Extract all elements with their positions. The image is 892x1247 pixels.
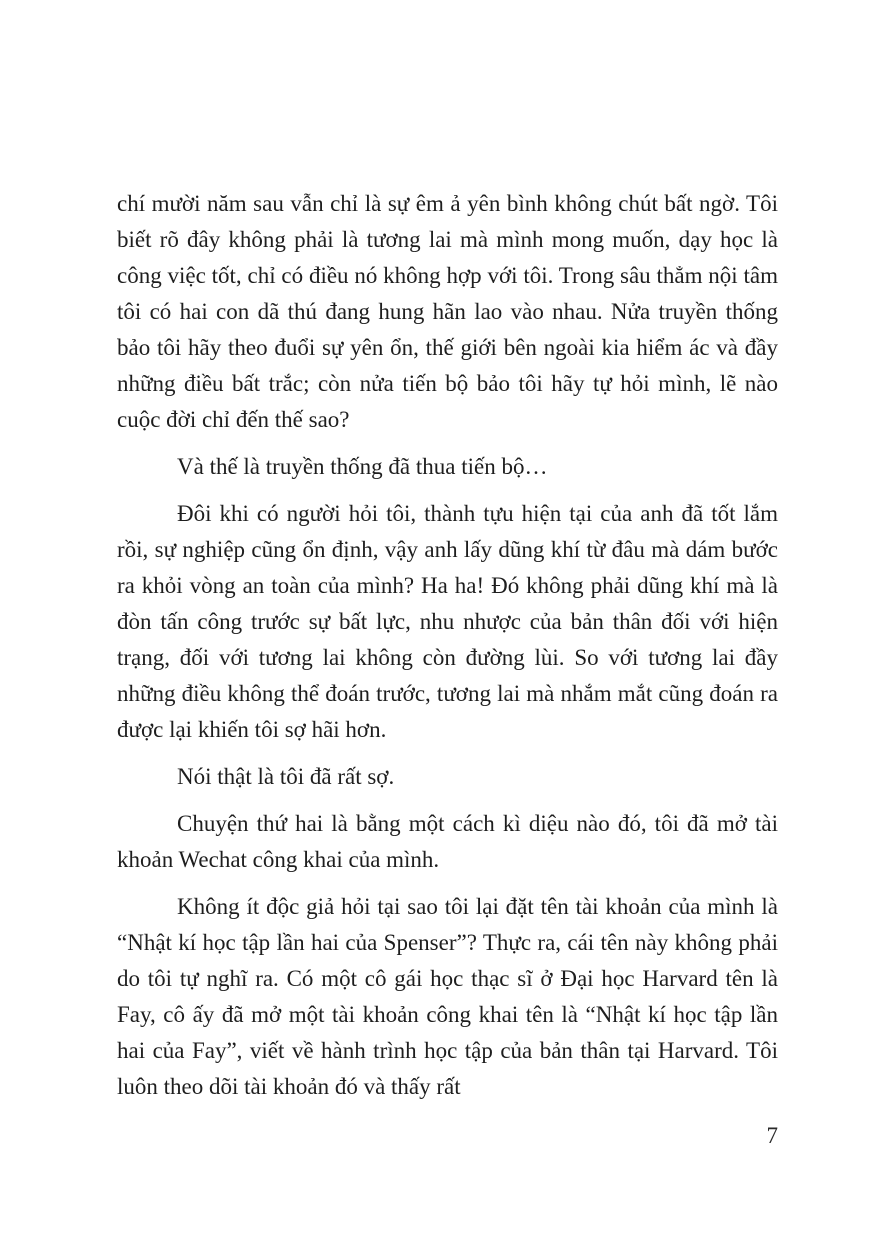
body-text bbox=[117, 186, 778, 1105]
page-number: 7 bbox=[766, 1123, 778, 1148]
paragraph: chí mười năm sau vẫn chỉ là sự êm ả yên bình không chút bất ngờ. Tôi biết rõ đây không phải là tương lai mà mình mong muốn, dạy học là công việc tốt, chỉ có điều nó không hợp với tôi. Trong sâu thẳm nội tâm tôi có hai con dã thú đang hung hãn lao vào nhau. Nửa truyền thống bảo tôi hãy theo đuổi sự yên ổn, thế giới bên ngoài kia hiểm ác và đầy những điều bất trắc; còn nửa tiến bộ bảo tôi hãy tự hỏi mình, lẽ nào cuộc đời chỉ đến thế sao? bbox=[117, 191, 778, 432]
paragraph: Không ít độc giả hỏi tại sao tôi lại đặt tên tài khoản của mình là “Nhật kí học tập lần hai của Spenser”? Thực ra, cái tên này không phải do tôi tự nghĩ ra. Có một cô gái học thạc sĩ ở Đại học Harvard tên là Fay, cô ấy đã mở một tài khoản công khai tên là “Nhật kí học tập lần hai của Fay”, viết về hành trình học tập của bản thân tại Harvard. Tôi luôn theo dõi tài khoản đó và thấy rất bbox=[117, 894, 778, 1099]
paragraph: Chuyện thứ hai là bằng một cách kì diệu nào đó, tôi đã mở tài khoản Wechat công khai của mình. bbox=[117, 811, 778, 872]
paragraph: Và thế là truyền thống đã thua tiến bộ… bbox=[177, 454, 548, 479]
paragraph: Nói thật là tôi đã rất sợ. bbox=[177, 764, 395, 789]
paragraph: Đôi khi có người hỏi tôi, thành tựu hiện tại của anh đã tốt lắm rồi, sự nghiệp cũng ổn định, vậy anh lấy dũng khí từ đâu mà dám bước ra khỏi vòng an toàn của mình? Ha ha! Đó không phải dũng khí mà là đòn tấn công trước sự bất lực, nhu nhược của bản thân đối với hiện trạng, đối với tương lai không còn đường lùi. So với tương lai đầy những điều không thể đoán trước, tương lai mà nhắm mắt cũng đoán ra được lại khiến tôi sợ hãi hơn. bbox=[117, 501, 778, 742]
